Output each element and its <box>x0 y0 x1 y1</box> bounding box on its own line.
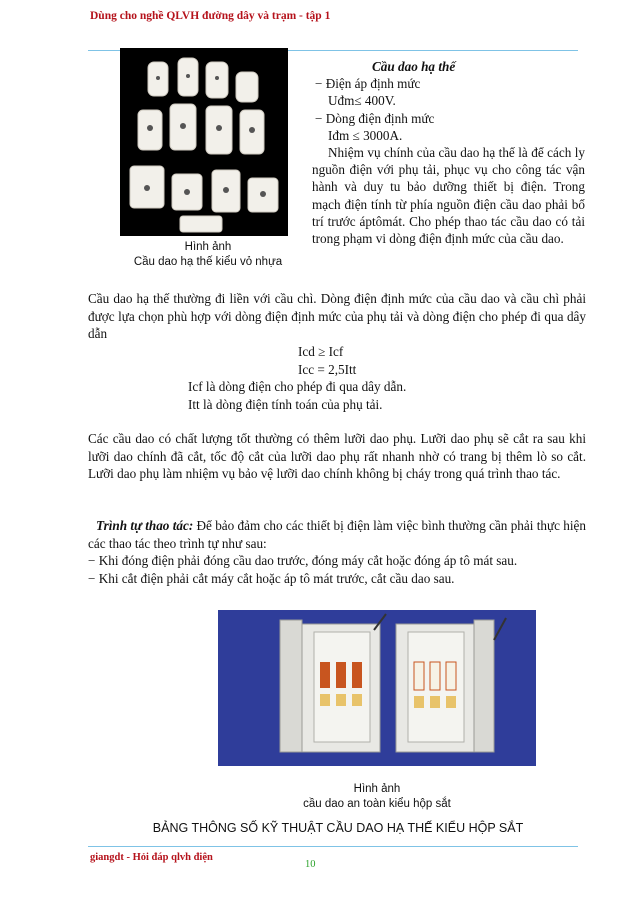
rated-voltage-item: − Điện áp định mức <box>315 76 421 92</box>
rated-current-item: − Dòng điện định mức <box>315 110 435 126</box>
footer-rule <box>88 846 578 847</box>
figure2-caption-line1: Hình ảnh <box>353 783 401 795</box>
table-title: BẢNG THÔNG SỐ KỸ THUẬT CẦU DAO HẠ THẾ KIỂU HỘP SẮT <box>152 821 524 835</box>
procedure-text: Để bảo đảm cho các thiết bị điện làm việc bình thường cần phải thực hiện các thao tác theo trình tự như sau: <box>88 518 586 551</box>
right-column <box>312 58 585 247</box>
definition-icf: Icf là dòng điện cho phép đi qua dây dẫn. <box>188 379 407 394</box>
figure1-caption-line1: Hình ảnh <box>184 241 232 253</box>
figure1-caption-line2: Cầu dao hạ thế kiểu vỏ nhựa <box>133 256 283 268</box>
running-header: Dùng cho nghề QLVH đường dây và trạm - tập 1 <box>90 10 331 22</box>
definition-itt: Itt là dòng điện tính toán của phụ tải. <box>188 397 383 412</box>
rated-current-value: Iđm ≤ 3000A. <box>328 127 403 143</box>
figure2-caption-line2: cầu dao an toàn kiểu hộp sắt <box>303 798 451 810</box>
rated-voltage-value: Uđm≤ 400V. <box>328 93 396 109</box>
procedure-step-1: − Khi đóng điện phải đóng cầu dao trước, đóng máy cắt hoặc đóng áp tô mát sau. <box>88 553 518 568</box>
procedure-paragraph <box>88 517 586 552</box>
purpose-paragraph: Nhiệm vụ chính của cầu dao hạ thế là để cách ly nguồn điện với phụ tải, phục vụ cho công tác vận hành và duy tu bảo dưỡng thiết bị điện. Trong mạch điện tính từ phía nguồn điện cầu dao phải bố trí trước áptômát. Cho phép thao tác cầu dao có tải trong phạm vi dòng điện định mức của cầu dao. <box>312 145 585 247</box>
steel-box-switch-photo <box>218 610 536 766</box>
procedure-label: Trình tự thao tác: <box>96 518 194 533</box>
plastic-switch-photo <box>120 48 288 236</box>
formula-icc: Icc = 2,5Itt <box>298 362 357 377</box>
auxiliary-blade-paragraph: Các cầu dao có chất lượng tốt thường có thêm lưỡi dao phụ. Lưỡi dao phụ sẽ cắt ra sau khi lưỡi dao chính đã cắt, tốc độ cắt của lưỡi dao phụ rất nhanh nhờ có trang bị thêm lò so cắt. Lưỡi dao phụ làm nhiệm vụ bảo vệ lưỡi dao chính không bị cháy trong quá trình thao tác. <box>88 431 586 482</box>
page-number: 10 <box>305 859 316 870</box>
fuse-paragraph: Cầu dao hạ thế thường đi liền với cầu chì. Dòng điện định mức của cầu dao và cầu chì phải được lựa chọn phù hợp với dòng điện định mức của phụ tải và dòng điện cho phép đi qua dây dẫn <box>88 291 586 342</box>
section-heading: Cầu dao hạ thế <box>372 59 456 74</box>
formula-icd: Icd ≥ Icf <box>298 344 344 359</box>
figure1-caption <box>88 240 328 270</box>
procedure-step-2: − Khi cắt điện phải cắt máy cắt hoặc áp tô mát trước, cắt cầu dao sau. <box>88 571 455 586</box>
running-footer: giangdt - Hỏi đáp qlvh điện <box>90 852 213 863</box>
figure2-caption <box>218 782 536 812</box>
